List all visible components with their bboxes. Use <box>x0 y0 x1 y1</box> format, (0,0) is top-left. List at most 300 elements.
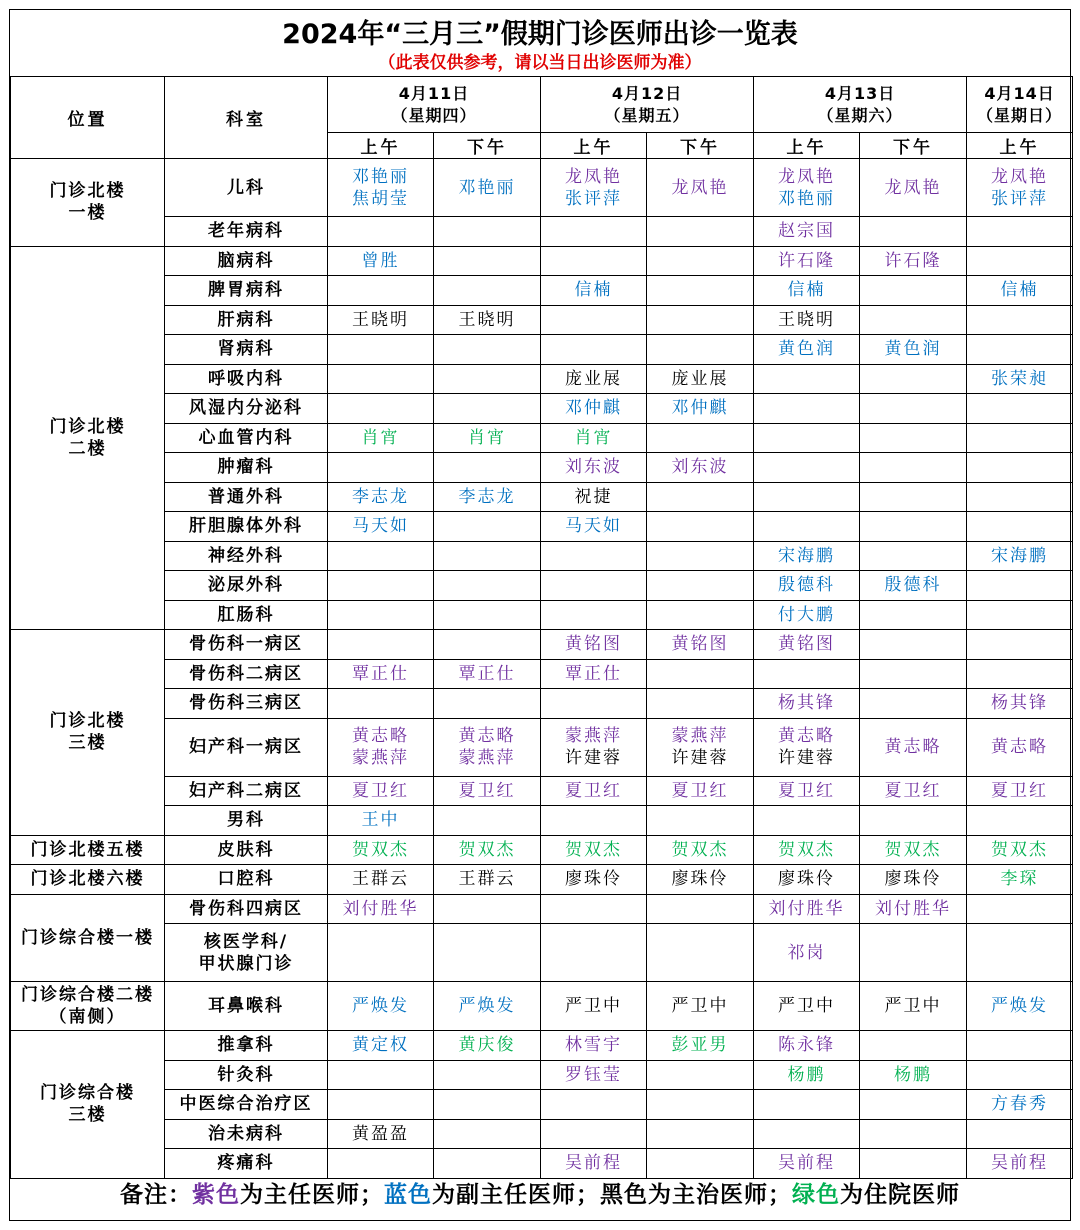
department-label: 呼吸内科 <box>208 368 284 389</box>
schedule-cell <box>754 394 860 424</box>
schedule-cell <box>541 159 647 217</box>
schedule-cell <box>434 305 541 335</box>
doctor-name: 黄盈盈 <box>352 1123 409 1144</box>
schedule-cell <box>647 894 754 924</box>
schedule-cell <box>434 924 541 982</box>
department-cell <box>165 364 328 394</box>
note-part: 黑色为主治医师； <box>600 1182 792 1208</box>
schedule-cell <box>860 159 967 217</box>
schedule-cell <box>541 423 647 453</box>
doctor-name: 杨鹏 <box>787 1064 826 1085</box>
schedule-cell <box>754 600 860 630</box>
schedule-cell <box>860 1090 967 1120</box>
schedule-cell <box>647 924 754 982</box>
doctor-name: 许建蓉 <box>671 748 729 768</box>
schedule-cell <box>541 453 647 483</box>
doctor-name: 严卫中 <box>884 996 942 1016</box>
department-cell <box>165 571 328 601</box>
schedule-cell <box>647 159 754 217</box>
doctor-name: 陈永锋 <box>778 1035 836 1056</box>
doctor-name: 龙凤艳 <box>565 166 623 187</box>
department-cell <box>165 159 328 217</box>
doctor-name: 龙凤艳 <box>884 177 942 198</box>
schedule-cell <box>647 217 754 247</box>
schedule-cell <box>754 246 860 276</box>
schedule-cell <box>541 276 647 306</box>
location-label: 三楼 <box>68 1105 107 1126</box>
schedule-cell <box>754 453 860 483</box>
schedule-cell <box>541 718 647 776</box>
doctor-name: 覃正仕 <box>458 663 516 684</box>
schedule-cell <box>967 276 1073 306</box>
department-label: 心血管内科 <box>198 427 294 448</box>
doctor-name: 刘付胜华 <box>875 898 952 919</box>
schedule-cell <box>328 806 434 836</box>
schedule-cell <box>328 276 434 306</box>
table-row <box>11 806 1073 836</box>
schedule-cell <box>754 806 860 836</box>
table-row <box>11 600 1073 630</box>
department-cell <box>165 512 328 542</box>
schedule-cell <box>328 541 434 571</box>
schedule-cell <box>434 982 541 1031</box>
schedule-cell <box>967 659 1073 689</box>
schedule-cell <box>328 600 434 630</box>
schedule-cell <box>647 835 754 865</box>
department-label: 甲状腺门诊 <box>198 953 294 974</box>
location-label: 门诊综合楼一楼 <box>21 927 154 948</box>
schedule-cell <box>860 806 967 836</box>
department-label: 骨伤科二病区 <box>189 663 303 684</box>
table-row <box>11 423 1073 453</box>
schedule-cell <box>328 217 434 247</box>
department-cell <box>165 894 328 924</box>
location-cell <box>11 159 165 247</box>
department-label: 妇产科一病区 <box>189 737 303 757</box>
doctor-name: 肖宵 <box>468 427 506 448</box>
department-cell <box>165 423 328 453</box>
schedule-cell <box>434 865 541 895</box>
schedule-cell <box>754 865 860 895</box>
table-row <box>11 924 1073 982</box>
location-label: 门诊北楼 <box>49 181 126 202</box>
schedule-cell <box>967 630 1073 660</box>
schedule-cell <box>541 541 647 571</box>
doctor-name: 焦胡莹 <box>352 188 409 209</box>
schedule-cell <box>541 335 647 365</box>
department-label: 妇产科二病区 <box>189 780 303 801</box>
doctor-name: 罗钰莹 <box>565 1064 623 1085</box>
schedule-cell <box>647 482 754 512</box>
department-label: 骨伤科三病区 <box>189 693 303 714</box>
table-row <box>11 718 1073 776</box>
schedule-cell <box>434 364 541 394</box>
doctor-name: 黄色润 <box>778 339 836 360</box>
note-part: 蓝色 <box>384 1182 432 1208</box>
doctor-name: 蒙燕萍 <box>352 748 409 768</box>
department-cell <box>165 482 328 512</box>
doctor-name: 贺双杰 <box>565 839 623 860</box>
schedule-cell <box>754 659 860 689</box>
schedule-cell <box>541 1060 647 1090</box>
header-department: 科室 <box>165 77 328 159</box>
schedule-cell <box>860 776 967 806</box>
schedule-cell <box>541 1119 647 1149</box>
schedule-cell <box>647 364 754 394</box>
department-label: 治未病科 <box>208 1123 284 1144</box>
location-label: 门诊综合楼 <box>40 1083 135 1104</box>
schedule-cell <box>328 159 434 217</box>
day-weekday: （星期六） <box>817 105 903 125</box>
schedule-cell <box>541 894 647 924</box>
schedule-cell <box>328 776 434 806</box>
schedule-cell <box>967 541 1073 571</box>
schedule-cell <box>434 335 541 365</box>
doctor-name: 贺双杰 <box>884 839 942 860</box>
schedule-cell <box>647 718 754 776</box>
department-cell <box>165 865 328 895</box>
doctor-name: 龙凤艳 <box>671 177 729 198</box>
schedule-cell <box>754 482 860 512</box>
schedule-cell <box>434 423 541 453</box>
department-label: 神经外科 <box>208 545 284 566</box>
day-date: 4月13日 <box>824 83 896 103</box>
schedule-cell <box>647 305 754 335</box>
doctor-name: 宋海鹏 <box>778 545 836 566</box>
schedule-cell <box>434 453 541 483</box>
schedule-cell <box>328 246 434 276</box>
schedule-cell <box>434 718 541 776</box>
schedule-cell <box>860 482 967 512</box>
schedule-cell <box>754 924 860 982</box>
doctor-name: 刘付胜华 <box>342 898 419 919</box>
doctor-name: 王晓明 <box>778 309 836 330</box>
doctor-name: 严焕发 <box>458 996 516 1016</box>
table-row <box>11 453 1073 483</box>
schedule-cell <box>647 394 754 424</box>
table-row <box>11 305 1073 335</box>
schedule-cell <box>434 630 541 660</box>
schedule-cell <box>860 423 967 453</box>
schedule-cell <box>541 689 647 719</box>
location-cell <box>11 246 165 630</box>
schedule-cell <box>434 894 541 924</box>
schedule-cell <box>967 394 1073 424</box>
doctor-name: 黄志略 <box>884 737 942 757</box>
department-label: 骨伤科四病区 <box>189 898 303 919</box>
schedule-cell <box>541 1031 647 1061</box>
doctor-name: 贺双杰 <box>778 839 836 860</box>
table-row <box>11 246 1073 276</box>
schedule-cell <box>434 571 541 601</box>
schedule-cell <box>647 246 754 276</box>
doctor-name: 杨其锋 <box>778 693 836 714</box>
schedule-cell <box>541 865 647 895</box>
doctor-name: 黄志略 <box>458 726 516 746</box>
schedule-cell <box>541 364 647 394</box>
schedule-cell <box>647 659 754 689</box>
schedule-cell <box>754 364 860 394</box>
schedule-cell <box>541 659 647 689</box>
doctor-name: 严焕发 <box>991 996 1049 1016</box>
schedule-cell <box>754 276 860 306</box>
doctor-name: 马天如 <box>565 516 623 537</box>
doctor-name: 林雪宇 <box>565 1035 623 1056</box>
schedule-cell <box>647 541 754 571</box>
schedule-cell <box>967 246 1073 276</box>
department-cell <box>165 630 328 660</box>
doctor-name: 马天如 <box>352 516 409 537</box>
doctor-name: 肖宵 <box>574 427 613 448</box>
doctor-name: 信楠 <box>1000 280 1039 301</box>
schedule-cell <box>967 571 1073 601</box>
day-date: 4月14日 <box>984 83 1055 103</box>
note-part: 为主任医师； <box>240 1182 384 1208</box>
location-label: 门诊北楼 <box>49 416 126 437</box>
doctor-name: 严卫中 <box>565 996 623 1016</box>
schedule-cell <box>647 453 754 483</box>
doctor-name: 许建蓉 <box>778 748 836 768</box>
department-label: 男科 <box>227 810 265 831</box>
schedule-cell <box>328 453 434 483</box>
doctor-name: 蒙燕萍 <box>458 748 516 768</box>
schedule-cell <box>967 776 1073 806</box>
schedule-cell <box>754 571 860 601</box>
table-row <box>11 835 1073 865</box>
doctor-name: 王中 <box>361 810 400 831</box>
schedule-cell <box>328 982 434 1031</box>
schedule-cell <box>967 217 1073 247</box>
schedule-cell <box>967 835 1073 865</box>
schedule-cell <box>754 1031 860 1061</box>
schedule-cell <box>434 776 541 806</box>
doctor-name: 方春秀 <box>991 1094 1049 1115</box>
table-row <box>11 571 1073 601</box>
schedule-cell <box>860 600 967 630</box>
doctor-name: 付大鹏 <box>778 604 836 625</box>
schedule-cell <box>541 1090 647 1120</box>
department-cell <box>165 1060 328 1090</box>
schedule-cell <box>860 305 967 335</box>
doctor-name: 刘付胜华 <box>768 898 845 919</box>
header-am: 上午 <box>754 133 860 159</box>
schedule-table <box>10 76 1073 1179</box>
table-row <box>11 894 1073 924</box>
doctor-name: 夏卫红 <box>778 780 836 801</box>
schedule-cell <box>434 1090 541 1120</box>
doctor-name: 许建蓉 <box>565 748 623 768</box>
doctor-name: 祝捷 <box>574 486 613 507</box>
table-row <box>11 512 1073 542</box>
schedule-cell <box>860 689 967 719</box>
table-row <box>11 364 1073 394</box>
location-label: 一楼 <box>68 203 107 224</box>
schedule-cell <box>434 482 541 512</box>
schedule-cell <box>541 982 647 1031</box>
schedule-cell <box>434 246 541 276</box>
doctor-name: 信楠 <box>574 280 613 301</box>
department-cell <box>165 835 328 865</box>
doctor-name: 黄志略 <box>991 737 1049 757</box>
table-row <box>11 776 1073 806</box>
day-weekday: （星期日） <box>977 105 1063 125</box>
doctor-name: 许石隆 <box>778 250 836 271</box>
schedule-cell <box>434 394 541 424</box>
schedule-cell <box>967 512 1073 542</box>
doctor-name: 张评萍 <box>991 188 1049 209</box>
schedule-cell <box>541 600 647 630</box>
schedule-cell <box>967 453 1073 483</box>
schedule-cell <box>754 1090 860 1120</box>
schedule-cell <box>967 482 1073 512</box>
schedule-cell <box>328 1119 434 1149</box>
schedule-cell <box>434 541 541 571</box>
doctor-name: 夏卫红 <box>884 780 942 801</box>
schedule-cell <box>328 924 434 982</box>
schedule-cell <box>860 1060 967 1090</box>
doctor-name: 邓艳丽 <box>458 177 516 198</box>
day-date: 4月11日 <box>398 83 470 103</box>
schedule-cell <box>541 806 647 836</box>
legend-note <box>10 1170 1070 1220</box>
schedule-cell <box>967 1031 1073 1061</box>
doctor-name: 邓艳丽 <box>352 166 409 187</box>
location-cell <box>11 630 165 836</box>
schedule-cell <box>967 924 1073 982</box>
schedule-cell <box>754 630 860 660</box>
doctor-name: 杨其锋 <box>991 693 1049 714</box>
schedule-cell <box>328 335 434 365</box>
schedule-cell <box>754 217 860 247</box>
schedule-cell <box>967 865 1073 895</box>
schedule-cell <box>541 246 647 276</box>
schedule-cell <box>967 689 1073 719</box>
schedule-cell <box>860 335 967 365</box>
schedule-cell <box>967 364 1073 394</box>
schedule-cell <box>328 630 434 660</box>
department-cell <box>165 394 328 424</box>
schedule-cell <box>754 335 860 365</box>
department-label: 肝胆腺体外科 <box>189 516 303 537</box>
header-location: 位置 <box>11 77 165 159</box>
department-cell <box>165 1031 328 1061</box>
doctor-name: 蒙燕萍 <box>565 726 623 746</box>
schedule-cell <box>860 453 967 483</box>
day-weekday: （星期五） <box>604 105 690 125</box>
department-cell <box>165 1119 328 1149</box>
doctor-name: 张评萍 <box>565 188 623 209</box>
schedule-cell <box>328 718 434 776</box>
schedule-cell <box>754 423 860 453</box>
schedule-cell <box>434 600 541 630</box>
department-label: 肛肠科 <box>217 604 275 625</box>
table-row <box>11 1119 1073 1149</box>
doctor-name: 殷德科 <box>778 575 836 596</box>
schedule-cell <box>434 1060 541 1090</box>
schedule-cell <box>860 718 967 776</box>
schedule-cell <box>434 1031 541 1061</box>
schedule-cell <box>647 806 754 836</box>
department-cell <box>165 776 328 806</box>
schedule-cell <box>647 630 754 660</box>
doctor-name: 庞业展 <box>565 368 623 389</box>
doctor-name: 祁岗 <box>787 942 826 963</box>
department-cell <box>165 689 328 719</box>
schedule-cell <box>967 894 1073 924</box>
schedule-cell <box>860 394 967 424</box>
schedule-cell <box>647 1060 754 1090</box>
schedule-cell <box>967 1090 1073 1120</box>
department-label: 中医综合治疗区 <box>179 1094 313 1115</box>
schedule-cell <box>754 305 860 335</box>
doctor-name: 黄志略 <box>352 726 409 746</box>
department-label: 泌尿外科 <box>208 575 284 596</box>
schedule-cell <box>754 541 860 571</box>
schedule-cell <box>328 364 434 394</box>
doctor-name: 龙凤艳 <box>991 166 1049 187</box>
doctor-name: 夏卫红 <box>565 780 623 801</box>
schedule-cell <box>754 982 860 1031</box>
schedule-cell <box>647 600 754 630</box>
table-row <box>11 689 1073 719</box>
schedule-cell <box>647 1119 754 1149</box>
department-cell <box>165 1090 328 1120</box>
schedule-cell <box>328 894 434 924</box>
table-row <box>11 1031 1073 1061</box>
schedule-cell <box>860 541 967 571</box>
doctor-name: 黄定权 <box>352 1035 409 1056</box>
doctor-name: 严焕发 <box>352 996 409 1016</box>
schedule-cell <box>967 600 1073 630</box>
header-day <box>967 77 1073 133</box>
location-cell <box>11 1031 165 1179</box>
department-cell <box>165 659 328 689</box>
department-label: 老年病科 <box>208 221 284 242</box>
department-cell <box>165 217 328 247</box>
schedule-cell <box>647 335 754 365</box>
doctor-name: 杨鹏 <box>894 1064 933 1085</box>
header-pm: 下午 <box>434 133 541 159</box>
note-part: 为住院医师 <box>840 1182 960 1208</box>
schedule-cell <box>434 659 541 689</box>
doctor-name: 邓仲麒 <box>565 398 623 419</box>
schedule-cell <box>860 924 967 982</box>
schedule-cell <box>967 423 1073 453</box>
department-label: 骨伤科一病区 <box>189 634 303 655</box>
schedule-cell <box>754 718 860 776</box>
doctor-name: 曾胜 <box>361 250 400 271</box>
doctor-name: 刘东波 <box>565 457 623 478</box>
table-row <box>11 1060 1073 1090</box>
schedule-cell <box>541 512 647 542</box>
schedule-cell <box>647 1031 754 1061</box>
doctor-name: 李琛 <box>1000 869 1039 890</box>
doctor-name: 廖珠伶 <box>884 869 942 890</box>
page-subtitle: （此表仅供参考，请以当日出诊医师为准） <box>378 53 702 73</box>
department-cell <box>165 718 328 776</box>
schedule-cell <box>647 1090 754 1120</box>
schedule-cell <box>328 571 434 601</box>
schedule-cell <box>860 512 967 542</box>
department-label: 口腔科 <box>217 869 275 890</box>
location-cell <box>11 894 165 982</box>
schedule-cell <box>328 835 434 865</box>
table-row <box>11 335 1073 365</box>
header-am: 上午 <box>328 133 434 159</box>
schedule-cell <box>860 246 967 276</box>
table-row <box>11 541 1073 571</box>
doctor-name: 覃正仕 <box>565 663 623 684</box>
